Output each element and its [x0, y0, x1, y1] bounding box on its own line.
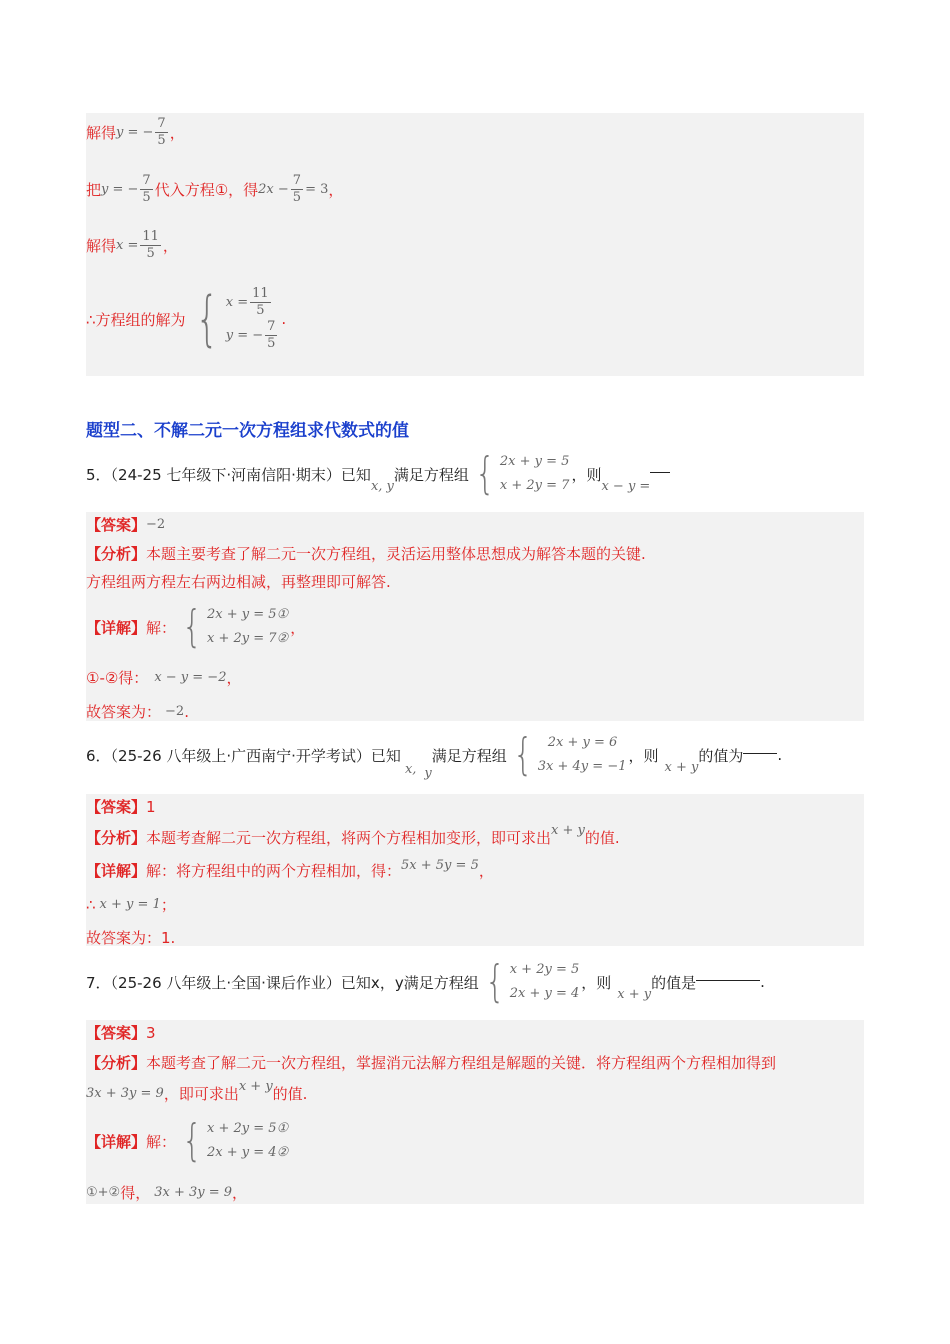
- text: ∴方程组的解为: [86, 310, 186, 329]
- q6-stem: [86, 731, 782, 779]
- q6-answer: [86, 796, 156, 817]
- text: 故答案为：: [86, 703, 162, 721]
- math: −2: [165, 704, 185, 719]
- math: x =: [116, 238, 139, 253]
- fraction: [291, 173, 303, 206]
- label: 【详解】: [86, 1132, 147, 1151]
- text: 满足方程组: [431, 746, 507, 765]
- numerator: 7: [157, 116, 166, 131]
- denominator: 5: [267, 336, 276, 351]
- text: 得，: [120, 1184, 151, 1202]
- prev-line-3: [86, 229, 178, 262]
- math: x,: [404, 762, 417, 777]
- math: 5x + 5y = 5: [401, 858, 479, 873]
- system-rows: [226, 286, 280, 352]
- text: 解：: [146, 1132, 177, 1151]
- denominator: 5: [256, 303, 265, 318]
- label: 【分析】: [86, 829, 147, 847]
- text: 解：将方程组中的两个方程相加，得：: [146, 862, 402, 880]
- section-title: 题型二、不解二元一次方程组求代数式的值: [86, 421, 409, 441]
- equation: 2x + y = 6: [547, 735, 618, 750]
- q5-analysis: [86, 543, 646, 564]
- fraction: [140, 173, 152, 206]
- brace: {: [484, 956, 505, 1007]
- equation-system: [471, 450, 570, 498]
- system-rows: [538, 731, 627, 779]
- text: ，: [226, 669, 242, 687]
- denominator: 5: [157, 133, 166, 148]
- answer-value: −2: [146, 517, 166, 532]
- fraction: [140, 229, 161, 262]
- q7-stem: [86, 958, 765, 1006]
- math: x + y: [664, 760, 699, 775]
- equation: 2x + y = 5: [499, 454, 570, 469]
- text: ，: [478, 862, 494, 880]
- text: .: [777, 746, 783, 764]
- label: 【详解】: [86, 618, 147, 637]
- math: 3x + 3y = 9: [86, 1086, 164, 1101]
- brace: {: [512, 729, 533, 780]
- fraction: [155, 116, 167, 149]
- text: 满足方程组: [393, 465, 469, 484]
- text: 的值是: [651, 973, 697, 992]
- text: 解得: [86, 124, 117, 142]
- equation: 2x + y = 4②: [207, 1145, 289, 1160]
- q5-final: [86, 701, 189, 722]
- brace: {: [195, 284, 219, 354]
- math: x − y =: [601, 479, 651, 494]
- answer-value: 1: [146, 797, 156, 816]
- math: x + y: [617, 987, 652, 1002]
- equation: 2x + y = 4: [509, 986, 580, 1001]
- math: y: [424, 766, 432, 781]
- text: 本题考查解二元一次方程组，将两个方程相加变形，即可求出: [146, 829, 552, 847]
- math: x + y = 1: [99, 897, 161, 912]
- equation: x + 2y = 7: [499, 478, 570, 493]
- text: 方程组两方程左右两边相减，再整理即可解答.: [86, 573, 391, 591]
- math: x, y: [370, 479, 394, 494]
- text: 故答案为：1.: [86, 929, 176, 947]
- text: 本题主要考查了解二元一次方程组，灵活运用整体思想成为解答本题的关键.: [146, 545, 646, 563]
- math: x − y = −2: [154, 670, 227, 685]
- system-rows: [207, 1117, 288, 1165]
- text: ，: [290, 618, 306, 637]
- math: 3x + 3y = 9: [154, 1185, 233, 1200]
- math: 2x −: [258, 182, 289, 197]
- text: ，: [169, 124, 185, 142]
- text: ∴: [86, 895, 96, 914]
- text: 的值为: [698, 746, 744, 765]
- q7-detail: [86, 1117, 290, 1165]
- text: 本题考查了解二元一次方程组，掌握消元法解方程组是解题的关键．将方程组两个方程相加得到: [146, 1054, 777, 1072]
- denominator: 5: [142, 190, 151, 205]
- label: 【详解】: [86, 862, 147, 880]
- math: x + y: [551, 823, 585, 838]
- text: 解得: [86, 237, 117, 255]
- math: x + y: [238, 1079, 273, 1094]
- equation: x + 2y = 7②: [207, 631, 289, 646]
- brace: {: [182, 601, 202, 652]
- fraction: [265, 319, 277, 352]
- equation-system: [509, 731, 627, 779]
- text: .: [281, 310, 287, 328]
- text: 代入方程①，得: [154, 181, 259, 199]
- q5-answer: [86, 514, 165, 535]
- equation: 2x + y = 5①: [207, 607, 289, 622]
- q7-analysis-2: [86, 1079, 308, 1104]
- prev-line-2: [86, 173, 343, 206]
- q6-therefore: [86, 894, 176, 915]
- equation: 3x + 4y = −1: [537, 759, 627, 774]
- q5-stem: [86, 450, 670, 498]
- text: ，则: [628, 746, 659, 765]
- equation-system: [178, 603, 288, 651]
- system-rows: [510, 958, 580, 1006]
- text: ，即可求出: [163, 1085, 239, 1103]
- equation-system: [481, 958, 580, 1006]
- q7-step: [86, 1182, 247, 1203]
- numerator: 11: [252, 286, 269, 301]
- math: x =: [225, 294, 249, 310]
- answer-blank[interactable]: [696, 970, 760, 981]
- numerator: 11: [142, 229, 159, 244]
- equation: x + 2y = 5①: [207, 1121, 289, 1136]
- math: y = −: [225, 327, 264, 343]
- system-rows: [207, 603, 288, 651]
- text: .: [184, 702, 189, 721]
- q7-answer: [86, 1022, 156, 1043]
- equation: x + 2y = 5: [509, 962, 580, 977]
- text: 5．（24-25 七年级下·河南信阳·期末）已知: [86, 465, 371, 484]
- q7-analysis: [86, 1052, 776, 1073]
- text: ①-②得：: [86, 669, 149, 687]
- text: 的值.: [584, 829, 620, 847]
- text: 的值.: [272, 1085, 308, 1103]
- label: 【答案】: [86, 1024, 147, 1042]
- math: ①+②: [86, 1185, 121, 1200]
- answer-blank[interactable]: [743, 743, 777, 754]
- equation-system: [178, 1117, 288, 1165]
- denominator: 5: [146, 246, 155, 261]
- text: ；: [160, 896, 176, 914]
- label: 【分析】: [86, 1054, 147, 1072]
- math: y = −: [116, 125, 154, 140]
- system-rows: [500, 450, 570, 498]
- text: ，: [162, 237, 178, 255]
- text: ，则: [571, 465, 602, 484]
- text: ，: [232, 1184, 248, 1202]
- q7-solution-box: [86, 1020, 864, 1204]
- text: ，则: [581, 973, 612, 992]
- brace: {: [182, 1115, 202, 1166]
- q6-final: [86, 927, 175, 948]
- text: 解：: [146, 618, 177, 637]
- text: 7．（25-26 八年级上·全国·课后作业）已知x，y满足方程组: [86, 973, 479, 992]
- answer-value: 3: [146, 1023, 156, 1042]
- math: y = −: [101, 182, 139, 197]
- numerator: 7: [142, 173, 151, 188]
- equation-system: [188, 286, 280, 352]
- prev-line-1: [86, 116, 185, 149]
- q5-step: [86, 667, 241, 688]
- text: 把: [86, 181, 102, 199]
- fraction: [250, 286, 271, 319]
- q5-detail: [86, 603, 305, 651]
- label: 【答案】: [86, 798, 147, 816]
- q6-detail: [86, 860, 494, 881]
- numerator: 7: [267, 319, 276, 334]
- row: [226, 286, 280, 319]
- q5-analysis-2: [86, 571, 391, 592]
- text: ，: [328, 181, 344, 199]
- text: 6．（25-26 八年级上·广西南宁·开学考试）已知: [86, 746, 401, 765]
- brace: {: [475, 448, 495, 499]
- label: 【分析】: [86, 545, 147, 563]
- answer-blank[interactable]: [650, 462, 670, 473]
- text: .: [760, 973, 765, 991]
- numerator: 7: [292, 173, 302, 188]
- row: [226, 319, 280, 352]
- label: 【答案】: [86, 516, 147, 534]
- denominator: 5: [292, 190, 302, 205]
- q6-analysis: [86, 823, 620, 848]
- prev-line-4: [86, 286, 286, 352]
- math: = 3: [305, 182, 329, 197]
